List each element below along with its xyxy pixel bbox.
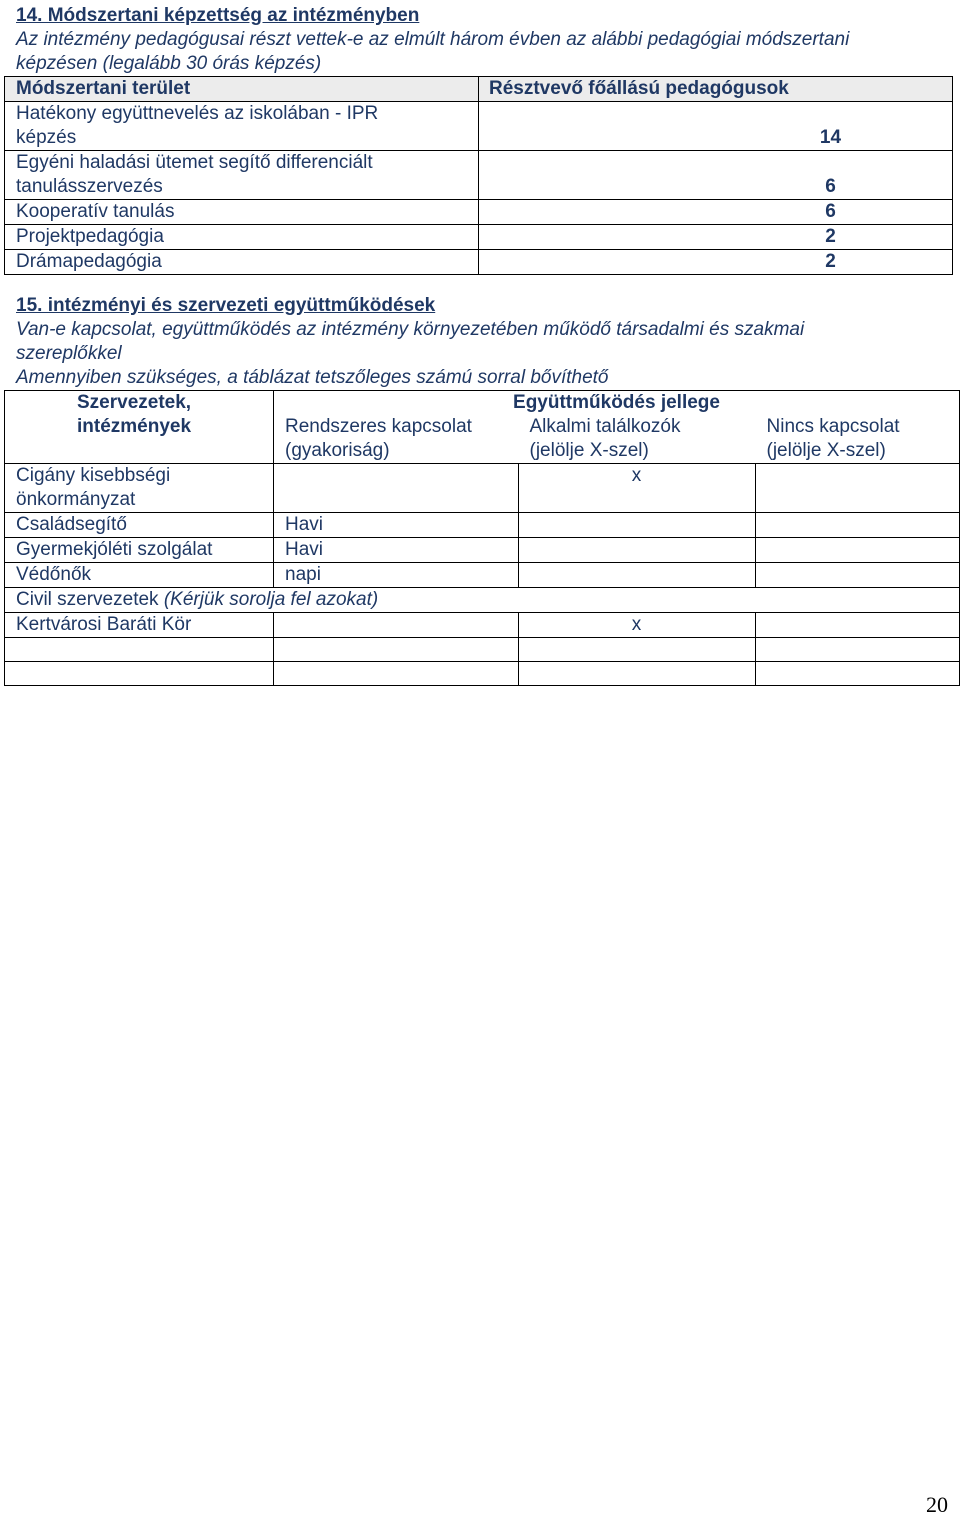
table-row-empty: [5, 638, 960, 662]
section-14-question-line2: képzésen (legalább 30 órás képzés): [16, 53, 322, 74]
cooperation-table-header: [5, 391, 960, 416]
area-text: tanulásszervezés: [16, 176, 163, 197]
table-row: [5, 563, 960, 588]
table-row: [5, 613, 960, 638]
section-14-title: 14. Módszertani képzettség az intézményben: [16, 5, 420, 26]
section-15-note: Amennyiben szükséges, a táblázat tetszőleges számú sorral bővíthető: [16, 367, 609, 388]
regular-cell: [274, 464, 519, 513]
table-row: [5, 102, 953, 151]
header-occasional-meetings: (jelölje X-szel): [529, 440, 649, 461]
civil-label: Civil szervezetek: [16, 589, 164, 610]
header-no-contact: Nincs kapcsolat: [766, 416, 900, 437]
occasional-cell: x: [519, 613, 756, 638]
area-text: képzés: [16, 127, 77, 148]
participant-count: 14: [819, 127, 842, 148]
no-contact-cell: [756, 513, 960, 538]
header-regular-contact: (gyakoriság): [285, 440, 390, 461]
regular-cell: Havi: [274, 538, 519, 563]
header-methodology-area: Módszertani terület: [5, 77, 479, 102]
area-text: Projektpedagógia: [5, 225, 479, 250]
table-row: [5, 200, 953, 225]
participant-count: 2: [825, 251, 836, 272]
org-name: Cigány kisebbségi: [16, 465, 171, 486]
table-row: [5, 225, 953, 250]
occasional-cell: [519, 563, 756, 588]
participant-count: 2: [825, 226, 836, 247]
area-text: Drámapedagógia: [5, 250, 479, 275]
area-text: Kooperatív tanulás: [5, 200, 479, 225]
methodology-table: [4, 76, 953, 275]
table-row: [5, 151, 953, 200]
area-text: Egyéni haladási ütemet segítő differenciált: [16, 152, 373, 173]
civil-note: (Kérjük sorolja fel azokat): [163, 589, 379, 610]
no-contact-cell: [756, 563, 960, 588]
no-contact-cell: [756, 464, 960, 513]
header-organizations: Szervezetek,: [77, 392, 192, 413]
section-15-question-line2: szereplőkkel: [16, 343, 122, 364]
header-regular-contact: Rendszeres kapcsolat: [285, 416, 472, 437]
methodology-table-header: [5, 77, 953, 102]
table-row-empty: [5, 662, 960, 686]
participant-count: 6: [825, 176, 836, 197]
table-row: [5, 464, 960, 513]
section-14-question-line1: Az intézmény pedagógusai részt vettek-e az elmúlt három évben az alábbi pedagógiai módszertani: [16, 29, 850, 50]
regular-cell: napi: [274, 563, 519, 588]
occasional-cell: [519, 513, 756, 538]
regular-cell: [274, 613, 519, 638]
occasional-cell: x: [519, 464, 756, 513]
area-text: Hatékony együttnevelés az iskolában - IPR: [16, 103, 379, 124]
table-row: [5, 513, 960, 538]
occasional-cell: [519, 538, 756, 563]
regular-cell: Havi: [274, 513, 519, 538]
org-name: Kertvárosi Baráti Kör: [5, 613, 274, 638]
no-contact-cell: [756, 538, 960, 563]
section-15-question-line1: Van-e kapcsolat, együttműködés az intézmény környezetében működő társadalmi és szakmai: [16, 319, 805, 340]
header-cooperation-type: Együttműködés jellege: [274, 391, 960, 416]
org-name: Családsegítő: [5, 513, 274, 538]
table-row: [5, 250, 953, 275]
section-15-title: 15. intézményi és szervezeti együttműködések: [16, 295, 436, 316]
org-name: Gyermekjóléti szolgálat: [5, 538, 274, 563]
header-no-contact: (jelölje X-szel): [766, 440, 886, 461]
table-row: [5, 538, 960, 563]
header-occasional-meetings: Alkalmi találkozók: [529, 416, 681, 437]
org-name: Védőnők: [5, 563, 274, 588]
header-participants: Résztvevő főállású pedagógusok: [479, 77, 953, 102]
participant-count: 6: [825, 201, 836, 222]
org-name: önkormányzat: [16, 489, 136, 510]
cooperation-table: [4, 390, 960, 686]
civil-organizations-row: [5, 588, 960, 613]
no-contact-cell: [756, 613, 960, 638]
page-number: 20: [926, 1492, 948, 1517]
header-organizations: intézmények: [77, 416, 192, 437]
